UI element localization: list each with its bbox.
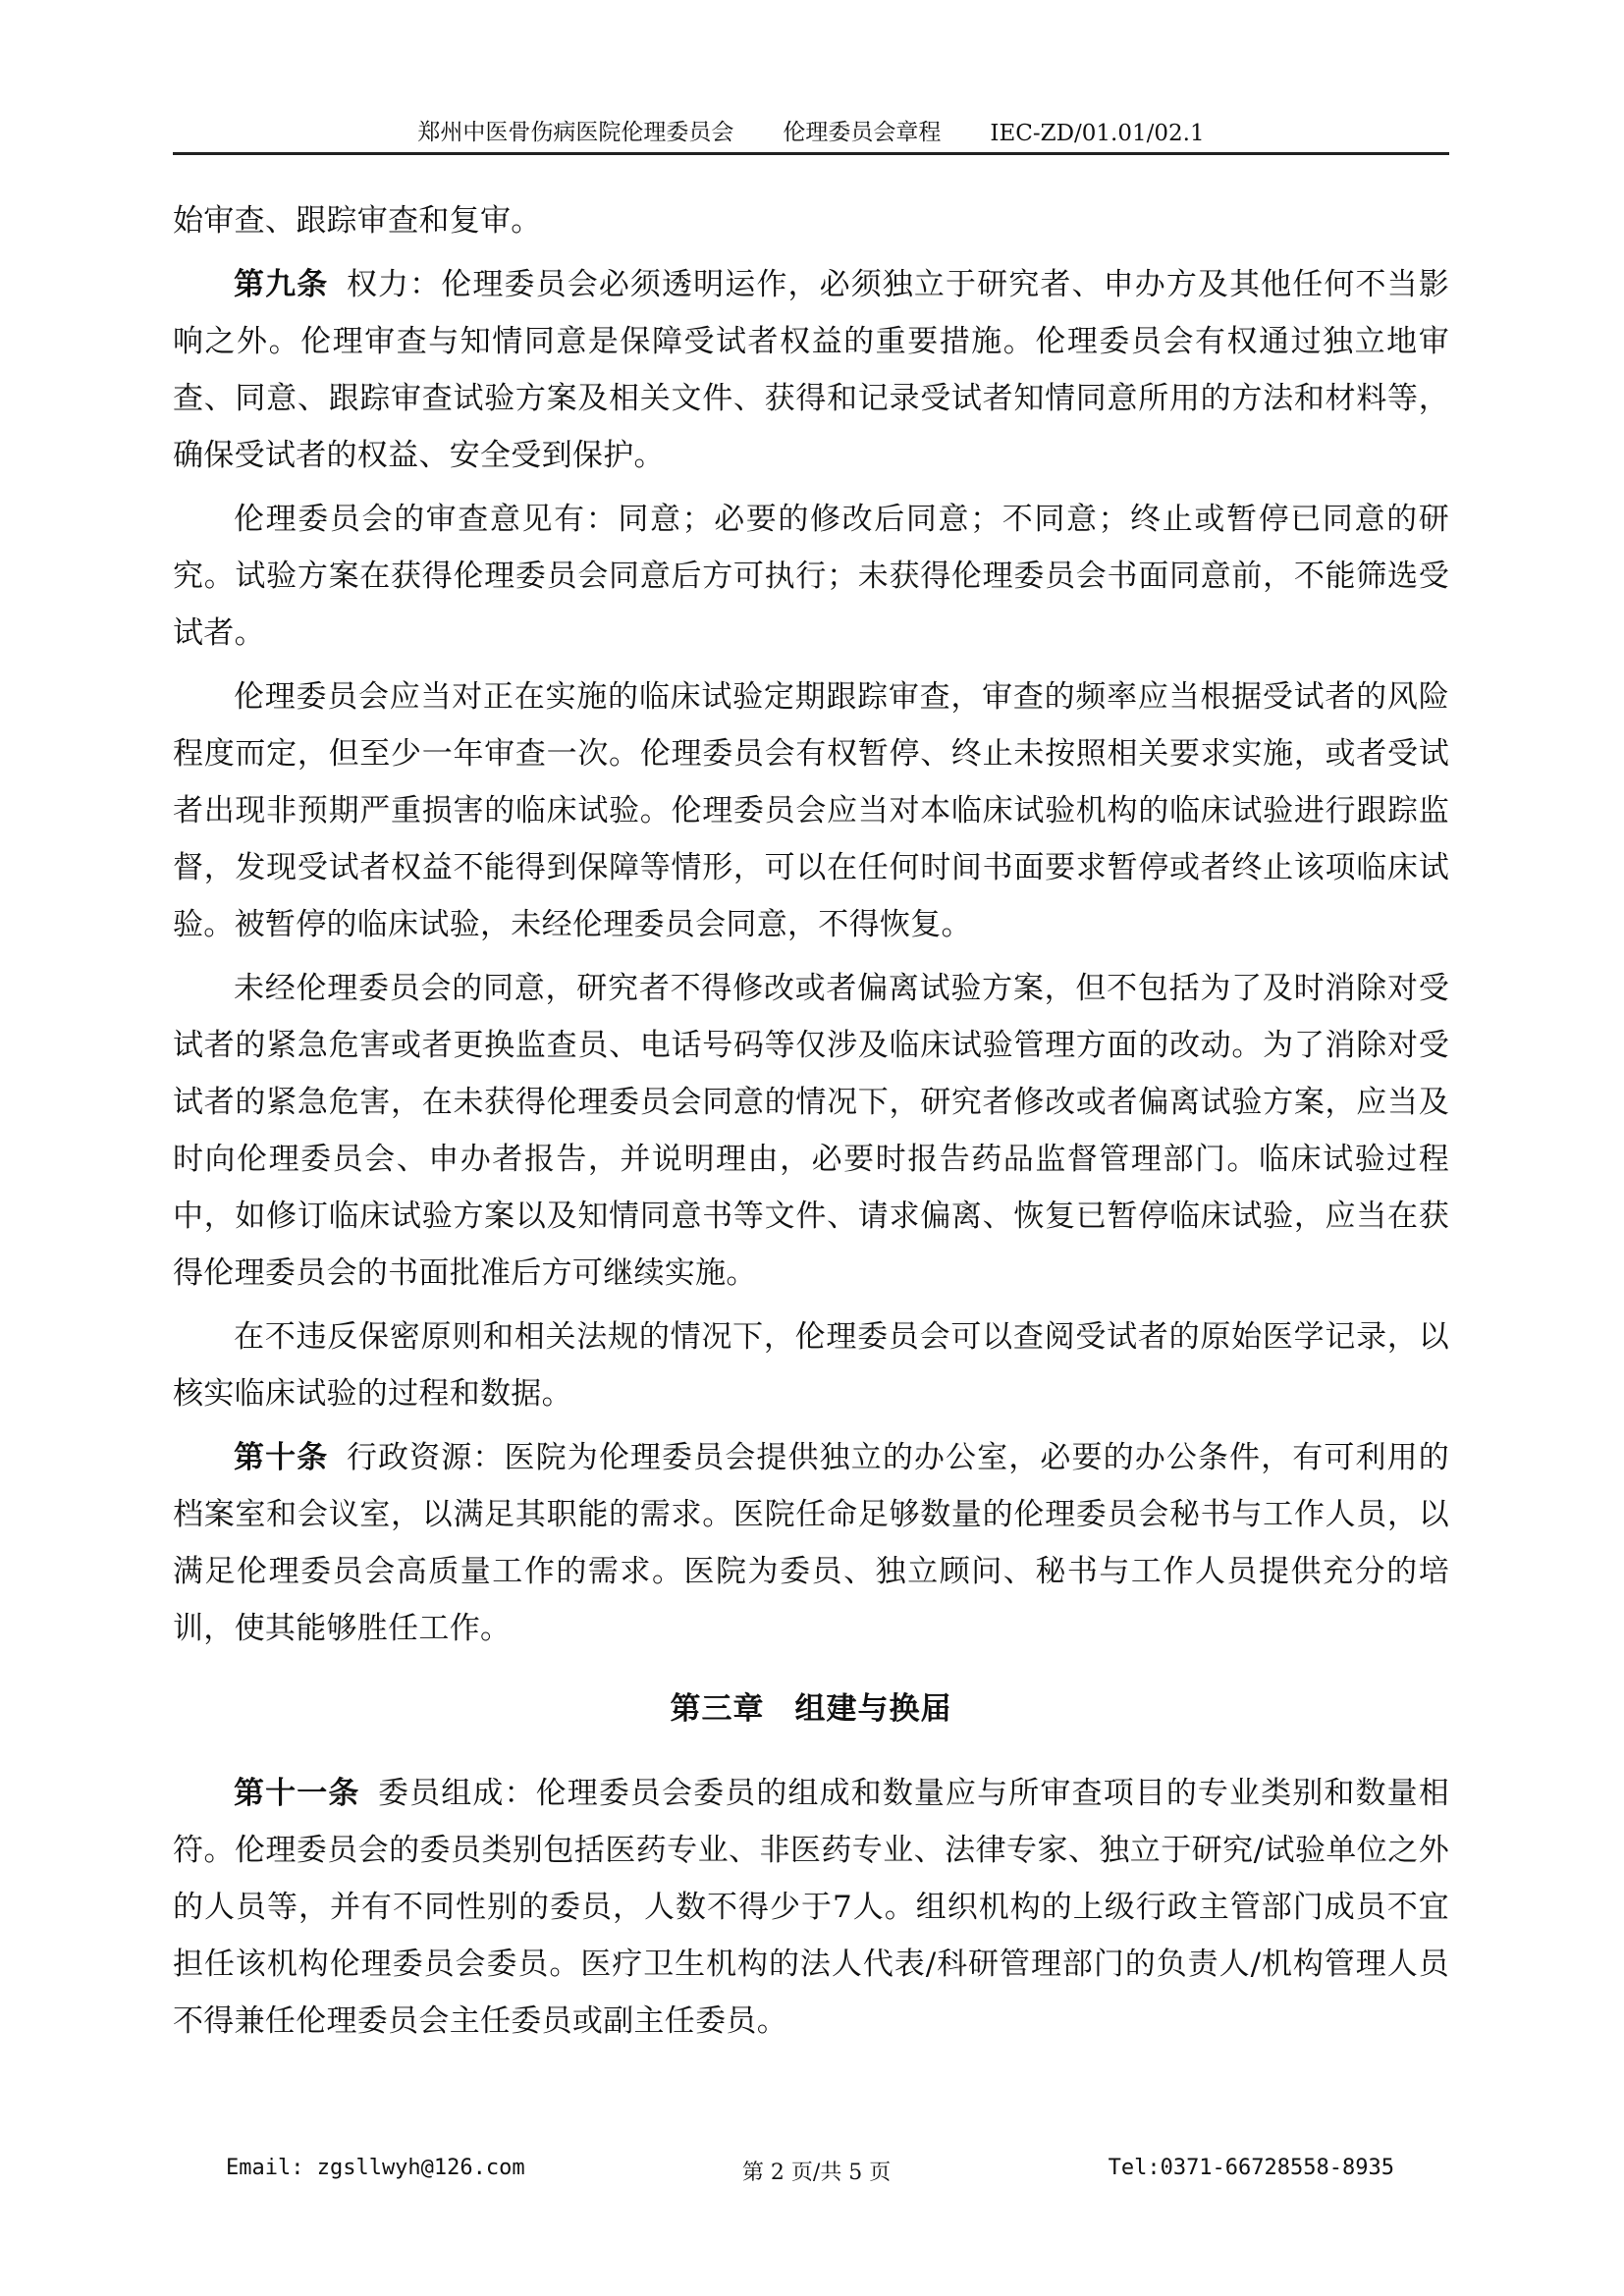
article-11-text: 委员组成：伦理委员会委员的组成和数量应与所审查项目的专业类别和数量相符。伦理委员会的委员类别包括医药专业、非医药专业、法律专家、独立于研究/试验单位之外的人员等，并有不同性别的委员，人数不得少于7人。组织机构的上级行政主管部门成员不宜担任该机构伦理委员会委员。医疗卫生机构的法人代表/科研管理部门的负责人/机构管理人员不得兼任伦理委员会主任委员或副主任委员。 (173, 1776, 1449, 2039)
paragraph-continuation: 始审查、跟踪审查和复审。 (173, 203, 542, 239)
article-9-label: 第九条 (234, 267, 329, 302)
footer-telephone: Tel:0371-66728558-8935 (1108, 2156, 1394, 2180)
article-11 (173, 1765, 1449, 2050)
header-doc-code: IEC-ZD/01.01/02.1 (990, 121, 1205, 146)
article-10-text: 行政资源：医院为伦理委员会提供独立的办公室，必要的办公条件，有可利用的档案室和会议室，以满足其职能的需求。医院任命足够数量的伦理委员会秘书与工作人员，以满足伦理委员会高质量工作的需求。医院为委员、独立顾问、秘书与工作人员提供充分的培训，使其能够胜任工作。 (173, 1440, 1450, 1646)
chapter-number: 第三章 (670, 1691, 765, 1727)
paragraph-review-opinions: 伦理委员会的审查意见有：同意；必要的修改后同意；不同意；终止或暂停已同意的研究。试验方案在获得伦理委员会同意后方可执行；未获得伦理委员会书面同意前，不能筛选受试者。 (173, 502, 1449, 651)
document-body (173, 192, 1449, 2056)
page-header (173, 98, 1449, 155)
paragraph-records-access: 在不违反保密原则和相关法规的情况下，伦理委员会可以查阅受试者的原始医学记录，以核实临床试验的过程和数据。 (173, 1319, 1449, 1412)
chapter-title: 组建与换届 (794, 1691, 952, 1727)
header-doc-title: 伦理委员会章程 (783, 120, 942, 145)
paragraph-protocol-deviation: 未经伦理委员会的同意，研究者不得修改或者偏离试验方案，但不包括为了及时消除对受试者的紧急危害或者更换监查员、电话号码等仅涉及临床试验管理方面的改动。为了消除对受试者的紧急危害，在未获得伦理委员会同意的情况下，研究者修改或者偏离试验方案，应当及时向伦理委员会、申办者报告，并说明理由，必要时报告药品监督管理部门。临床试验过程中，如修订临床试验方案以及知情同意书等文件、请求偏离、恢复已暂停临床试验，应当在获得伦理委员会的书面批准后方可继续实施。 (173, 971, 1449, 1291)
chapter-heading (173, 1681, 1449, 1737)
article-10 (173, 1429, 1449, 1657)
article-9 (173, 256, 1449, 484)
article-10-label: 第十条 (234, 1440, 329, 1475)
article-11-label: 第十一条 (234, 1776, 360, 1811)
header-org: 郑州中医骨伤病医院伦理委员会 (417, 120, 734, 145)
footer-page-number: 第 2 页/共 5 页 (741, 2161, 892, 2185)
article-9-text: 权力：伦理委员会必须透明运作，必须独立于研究者、申办方及其他任何不当影响之外。伦理审查与知情同意是保障受试者权益的重要措施。伦理委员会有权通过独立地审查、同意、跟踪审查试验方案及相关文件、获得和记录受试者知情同意所用的方法和材料等，确保受试者的权益、安全受到保护。 (173, 267, 1450, 473)
paragraph-tracking-review: 伦理委员会应当对正在实施的临床试验定期跟踪审查，审查的频率应当根据受试者的风险程度而定，但至少一年审查一次。伦理委员会有权暂停、终止未按照相关要求实施，或者受试者出现非预期严重损害的临床试验。伦理委员会应当对本临床试验机构的临床试验进行跟踪监督，发现受试者权益不能得到保障等情形，可以在任何时间书面要求暂停或者终止该项临床试验。被暂停的临床试验，未经伦理委员会同意，不得恢复。 (173, 679, 1449, 942)
page-footer (226, 2156, 1394, 2186)
footer-email: Email: zgsllwyh@126.com (226, 2156, 525, 2180)
